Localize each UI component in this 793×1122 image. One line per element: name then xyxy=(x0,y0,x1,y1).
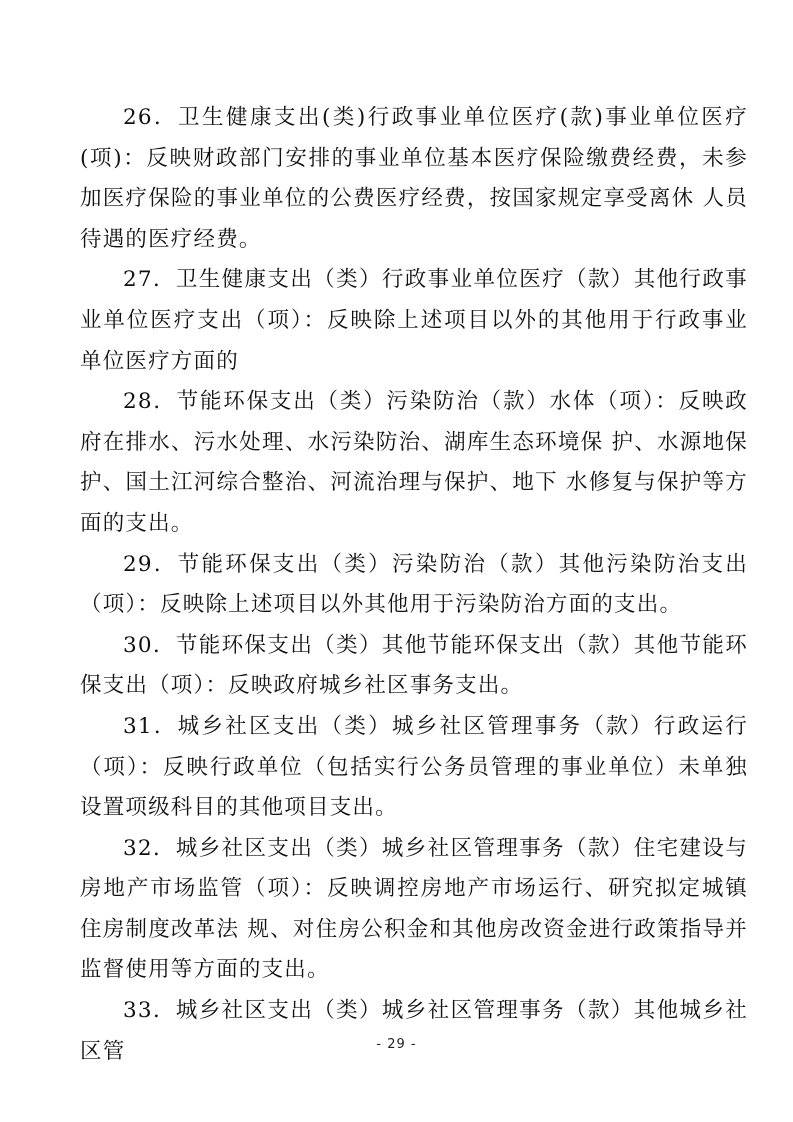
document-body xyxy=(80,98,748,1072)
paragraph-27: 27．卫生健康支出（类）行政事业单位医疗（款）其他行政事业单位医疗支出（项）：反映除上述项目以外的其他用于行政事业单位医疗方面的 xyxy=(80,267,748,374)
paragraph-33: 33．城乡社区支出（类）城乡社区管理事务（款）其他城乡社区管 xyxy=(80,998,748,1064)
paragraph-31: 31．城乡社区支出（类）城乡社区管理事务（款）行政运行（项）：反映行政单位（包括实行公务员管理的事业单位）未单独 设置项级科目的其他项目支出。 xyxy=(80,713,748,821)
paragraph-28: 28．节能环保支出（类）污染防治（款）水体（项）：反映政府在排水、污水处理、水污染防治、湖库生态环境保 护、水源地保护、国土江河综合整治、河流治理与保护、地下 水修复与保护等方面的支出。 xyxy=(80,389,748,536)
page-number: - 29 - xyxy=(376,1037,417,1052)
paragraph-32: 32．城乡社区支出（类）城乡社区管理事务（款）住宅建设与房地产市场监管（项）：反映调控房地产市场运行、研究拟定城镇住房制度改革法 规、对住房公积金和其他房改资金进行政策指导并监督使用等方面的支出。 xyxy=(80,835,748,983)
paragraph-26: 26．卫生健康支出(类)行政事业单位医疗(款)事业单位医疗(项)：反映财政部门安排的事业单位基本医疗保险缴费经费，未参 加医疗保险的事业单位的公费医疗经费，按国家规定享受离休 人员待遇的医疗经费。 xyxy=(80,105,748,252)
paragraph-30: 30．节能环保支出（类）其他节能环保支出（款）其他节能环保支出（项）：反映政府城乡社区事务支出。 xyxy=(80,632,748,699)
paragraph-29: 29．节能环保支出（类）污染防治（款）其他污染防治支出（项）：反映除上述项目以外其他用于污染防治方面的支出。 xyxy=(80,551,748,618)
